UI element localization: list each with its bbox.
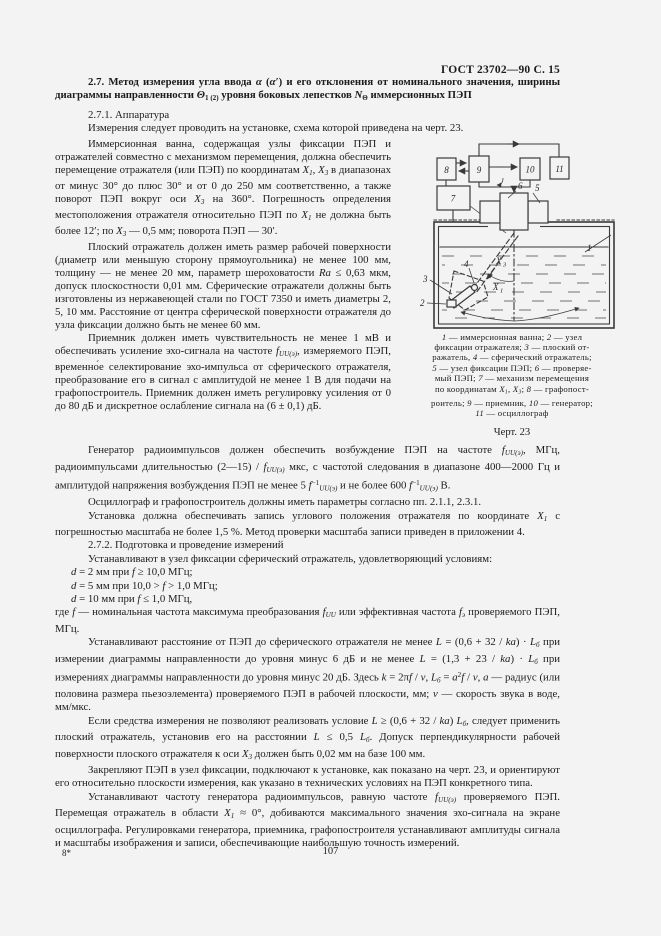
paragraph: Осциллограф и графопостроитель должны иметь параметры согласно пп. 2.1.1, 2.3.1.: [88, 496, 482, 509]
diagram-label-x1: Х: [493, 281, 499, 292]
paragraph: фиксации отражателя; 3 — плоский от-: [434, 342, 590, 353]
diagram-label-8: 8: [444, 164, 449, 175]
paragraph: по координатам X1, X3; 8 — графопост-: [434, 383, 590, 396]
page-header: [55, 64, 560, 76]
paragraph: d = 10 мм при f ≤ 1,0 МГц,: [71, 593, 193, 606]
reflector-group: [420, 259, 488, 310]
diagram-label-4: 4: [464, 258, 469, 269]
paragraph: 11 — осциллограф: [475, 408, 549, 419]
beam-and-axes: [472, 230, 518, 320]
text-content: [55, 64, 593, 850]
diagram-label-6: 6: [518, 180, 523, 191]
diagram-label-9: 9: [476, 164, 482, 175]
paragraph: Устанавливают расстояние от ПЭП до сферического отражателя не менее L = (0,6 + 32 / ka) · Lб при измерении диаграммы направленности до уровня минус 6 дБ и не менее L = (1,3 + 23 / ka) · Lб при измерениях диаграммы направленности до уровня минус 20 дБ. Здесь k = 2πf / v, Lб = $a^2f$ / v, a — радиус (или половина размера пьезоэлемента) проверяемого ПЭП в рабочей плоскости, мм; v — скорость звука в воде, мм/мкс.: [55, 636, 561, 714]
paragraph: Измерения следует проводить на установке, схема которой приведена на черт. 23.: [88, 122, 464, 135]
probe-holder: [528, 201, 548, 223]
diagram-label-11: 11: [555, 163, 564, 174]
paragraph: Устанавливают в узел фиксации сферический отражатель, удовлетворяющий условиям:: [88, 552, 493, 565]
diagram-label-x3: Х: [496, 255, 502, 266]
probe: [500, 193, 528, 230]
water-hatching: [440, 247, 608, 318]
body-paragraphs: [55, 444, 560, 850]
diagram-label-5: 5: [535, 182, 540, 193]
paragraph: Генератор радиоимпульсов должен обеспечить возбуждение ПЭП на частоте fUU(э), МГц, радиоимпульсами длительностью (2—15) / fUU(э) мкс, с частотой следования в диапазоне 400—2000 Гц и амплитудой напряжения возбуждения ПЭП не менее 5 $f^{-1}UU(э)$ и не более 600 $f^{-1}UU(э)$ В.: [55, 444, 561, 493]
diagram-label-7: 7: [450, 193, 456, 204]
footnote-mark: 8*: [62, 848, 71, 858]
diagram-label-3: 3: [423, 273, 428, 284]
diagram-immersion-bath-setup: [392, 130, 632, 330]
paragraph: Если средства измерения не позволяют реализовать условие L ≥ (0,6 + 32 / ka) Lб, следует применить плоский отражатель, установив его на расстоянии L ≤ 0,5 Lб. Допуск перпендикулярности рабочей поверхности плоского отражателя к оси X3 должен быть 0,02 мм на базе 100 мм.: [55, 714, 560, 761]
paragraph: d = 2 мм при f ≥ 10,0 МГц;: [71, 566, 193, 579]
figure-legend: [391, 332, 633, 419]
paragraph: Устанавливают частоту генератора радиоимпульсов, равную частоте fUU(э) проверяемого ПЭП. Перемещая отражатель в области X1 ≈ 0°, добиваются максимального значения эхо-сигнала на экране осциллографа. Регулировками генератора, приемника, графопостроителя устанавливают амплитуды сигнала и масштабы изображения и записи, обеспечивающие наибольшую точность измерений.: [55, 790, 561, 849]
figure-caption: Черт. 23: [493, 427, 531, 439]
columns: [55, 138, 633, 439]
diagram-label-1: 1: [587, 242, 592, 253]
diagram-label-2: 2: [420, 297, 425, 308]
paragraph: Установка должна обеспечивать запись углового положения отражателя по координате X1 с погрешностью масштаба не более 1,5 %. Метод проверки масштаба записи приведен в приложении 4.: [55, 509, 560, 538]
paragraph: 1 — иммерсионная ванна; 2 — узел: [441, 331, 583, 342]
paragraph: Плоский отражатель должен иметь размер рабочей поверхности (диаметр или меньшую сторону прямоугольника) не менее 100 мм, толщину — не менее 20 мм, параметр шероховатости Ra ≤ 0,63 мкм, допуск плоскостности 0,01 мм. Сферические отражатели должны быть изготовлены из нержавеющей стали по ГОСТ 7350 и иметь диаметры 2, 5, 10 мм. Расстояние от центра сферической поверхности отражателя до узла фиксации должно быть не менее 60 мм.: [55, 240, 391, 331]
paragraph: 2.7.1. Аппаратура: [88, 108, 170, 121]
paragraph: d = 5 мм при 10,0 > f > 1,0 МГц;: [71, 579, 218, 592]
figure-block: [391, 130, 633, 439]
diagram-label-10: 10: [525, 164, 535, 175]
left-column: [55, 138, 391, 439]
standard-number: ГОСТ 23702—90 С. 15: [441, 64, 560, 76]
paragraph: Приемник должен иметь чувствительность не менее 1 мВ и обеспечивать усиление эхо-сигнала на частоте fUU(э), измеряемого ПЭП, временно́е селектирование эхо-импульса от сферического отражателя, преобразование его в сигнал с амплитудой не менее 1 В для подачи на графопостроитель. Приемник должен иметь регулировку усиления от 0 до 80 дБ и дискретное ослабление сигнала на (6 ± 0,1) дБ.: [55, 331, 391, 412]
section-title: 2.7. Метод измерения угла ввода α (α′) и его отклонения от номинального значения, ширины диаграммы направленности Θ1 (2) уровня боковых лепестков NΘ иммерсионных ПЭП: [55, 76, 561, 103]
paragraph: 2.7.2. Подготовка и проведение измерений: [88, 539, 284, 552]
paragraph: где f — номинальная частота максимума преобразования fUU или эффективная частота fэ проверяемого ПЭП, МГц.: [55, 606, 561, 635]
spherical-reflector: [472, 284, 478, 290]
paragraph: Иммерсионная ванна, содержащая узлы фиксации ПЭП и отражателей совместно с механизмом перемещения, должна обеспечить перемещение отражателя (или ПЭП) по координатам X1, X3 в диапазонах от минус 30° до плюс 30° и от 0 до 250 мм соответственно, а также поворот ПЭП вокруг оси X3 на 360°. Погрешность определения местоположения отражателя относительно ПЭП по X1 не должна быть более 12′; по X3 — 0,5 мм; поворота ПЭП — 30′.: [55, 137, 391, 238]
page-number: 107: [322, 846, 339, 857]
diagram-label-x1-index: 1: [500, 287, 504, 295]
paragraph: Закрепляют ПЭП в узел фиксации, подключают к установке, как показано на черт. 23, и ориентируют его относительно плоскости измерения, как указано в технических условиях на ПЭП конкретного типа.: [55, 763, 560, 790]
paragraph: ражатель, 4 — сферический отражатель;: [432, 352, 592, 363]
paragraph: 5 — узел фиксации ПЭП; 6 — проверяе-: [432, 362, 592, 373]
paragraph: мый ПЭП; 7 — механизм перемещения: [434, 373, 590, 384]
sweep-arc: [461, 235, 611, 321]
reflector-clamp: [447, 300, 456, 307]
paragraph: роитель; 9 — приемник, 10 — генератор;: [431, 397, 593, 408]
diagram-label-x3-index: 3: [503, 261, 507, 269]
